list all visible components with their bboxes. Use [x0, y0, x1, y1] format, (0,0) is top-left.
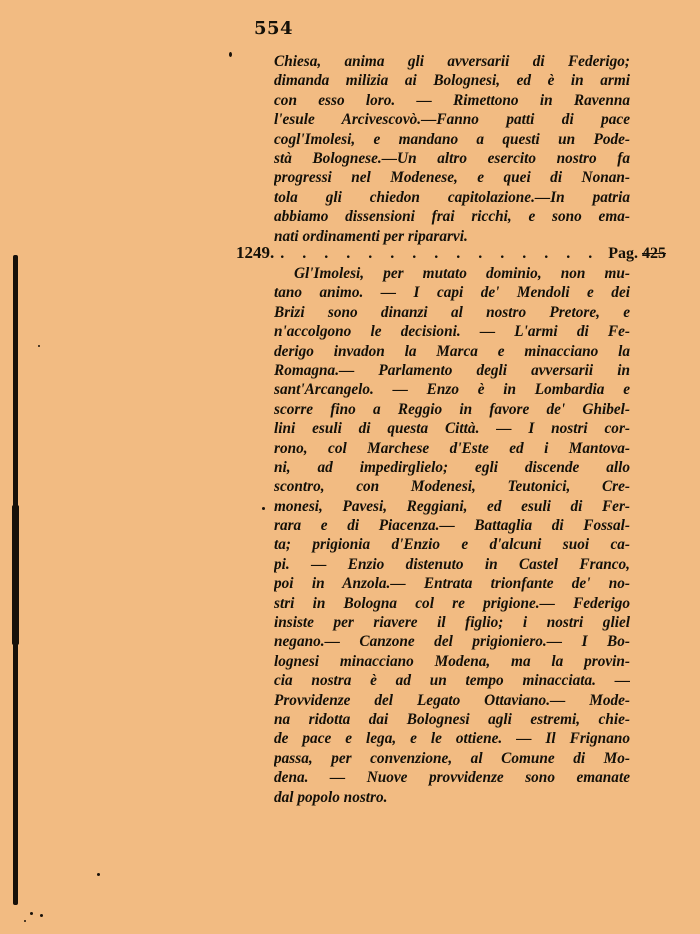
text-line: scontro, con Modenesi, Teutonici, Cre- [274, 478, 630, 496]
ink-speck [38, 345, 40, 347]
entry-year: 1249. [236, 243, 275, 262]
ink-speck [24, 920, 26, 922]
ink-speck [30, 912, 33, 915]
page-ref-number: 425 [642, 245, 666, 262]
binding-shadow-mark [12, 505, 19, 645]
text-line: ta; prigionia d'Enzio e d'alcuni suoi ca- [274, 536, 630, 554]
ink-speck [97, 873, 100, 876]
ink-speck [229, 52, 232, 57]
text-line: passa, per convenzione, al Comune di Mo- [274, 749, 630, 767]
page-ref-label: Pag. [608, 245, 638, 262]
text-line: monesi, Pavesi, Reggiani, ed esuli di Fer- [274, 497, 630, 515]
text-line: poi in Anzola.— Entrata trionfante de' no- [274, 575, 630, 593]
page-number: 554 [254, 18, 294, 39]
text-line: Provvidenze del Legato Ottaviano.— Mode- [274, 691, 630, 709]
text-line: n'accolgono le decisioni. — L'armi di Fe- [274, 323, 630, 341]
text-line: dal popolo nostro. [274, 788, 388, 806]
text-line: Romagna.— Parlamento degli avversarii in [274, 361, 630, 379]
text-line: de pace e lega, e le ottiene. — Il Frignano [274, 730, 630, 748]
text-line: insiste per riavere il figlio; i nostri gliel [274, 614, 630, 632]
text-line: Gl'Imolesi, per mutato dominio, non mu- [294, 265, 630, 282]
text-line: pi. — Enzio distenuto in Castel Franco, [274, 555, 630, 573]
text-line: na ridotta dai Bolognesi agli estremi, chie- [274, 710, 630, 728]
text-line: con esso loro. — Rimettono in Ravenna [274, 91, 630, 109]
text-line: tano animo. — I capi de' Mendoli e dei [274, 284, 630, 302]
text-line: Brizi sono dinanzi al nostro Pretore, e [274, 303, 630, 321]
text-line: Chiesa, anima gli avversarii di Federigo; [274, 53, 630, 70]
text-line: abbiamo dissensioni frai ricchi, e sono ema- [274, 208, 630, 226]
text-line: dena. — Nuove provvidenze sono emanate [274, 769, 630, 787]
text-line: lognesi minacciano Modena, ma la provin- [274, 652, 630, 670]
ink-speck [40, 914, 43, 917]
text-line: sant'Arcangelo. — Enzo è in Lombardia e [274, 381, 630, 399]
text-line: negano.— Canzone del prigioniero.— I Bo- [274, 633, 630, 651]
text-line: stà Bolognese.—Un altro esercito nostro fa [274, 149, 630, 167]
text-line: tola gli chiedon capitolazione.—In patria [274, 188, 630, 206]
leader-dots: . . . . . . . . . . . . . . . [280, 245, 600, 262]
text-line: derigo invadon la Marca e minacciano la [274, 342, 630, 360]
text-line: nati ordinamenti per ripararvi. [274, 227, 468, 245]
text-line: dimanda milizia ai Bolognesi, ed è in armi [274, 72, 630, 90]
text-line: lini esuli di questa Città. — I nostri cor- [274, 420, 630, 438]
text-line: cia nostra è ad un tempo minacciata. — [274, 672, 630, 690]
text-line: stri in Bologna col re prigione.— Federigo [274, 594, 630, 612]
text-line: ni, ad impedirglielo; egli discende allo [274, 458, 630, 476]
top-entry-text [274, 52, 630, 246]
year-heading [236, 243, 666, 265]
text-line: l'esule Arcivescovò.—Fanno patti di pace [274, 111, 630, 129]
text-line: cogl'Imolesi, e mandano a questi un Pode- [274, 130, 630, 148]
year-entry-text [274, 264, 630, 807]
text-line: scorre fino a Reggio in favore de' Ghibel- [274, 400, 630, 418]
text-line: progressi nel Modenese, e quei di Nonan- [274, 169, 630, 187]
text-line: rono, col Marchese d'Este ed i Mantova- [274, 439, 630, 457]
text-line: rara e di Piacenza.— Battaglia di Fossal- [274, 517, 630, 535]
ink-speck [262, 507, 265, 510]
